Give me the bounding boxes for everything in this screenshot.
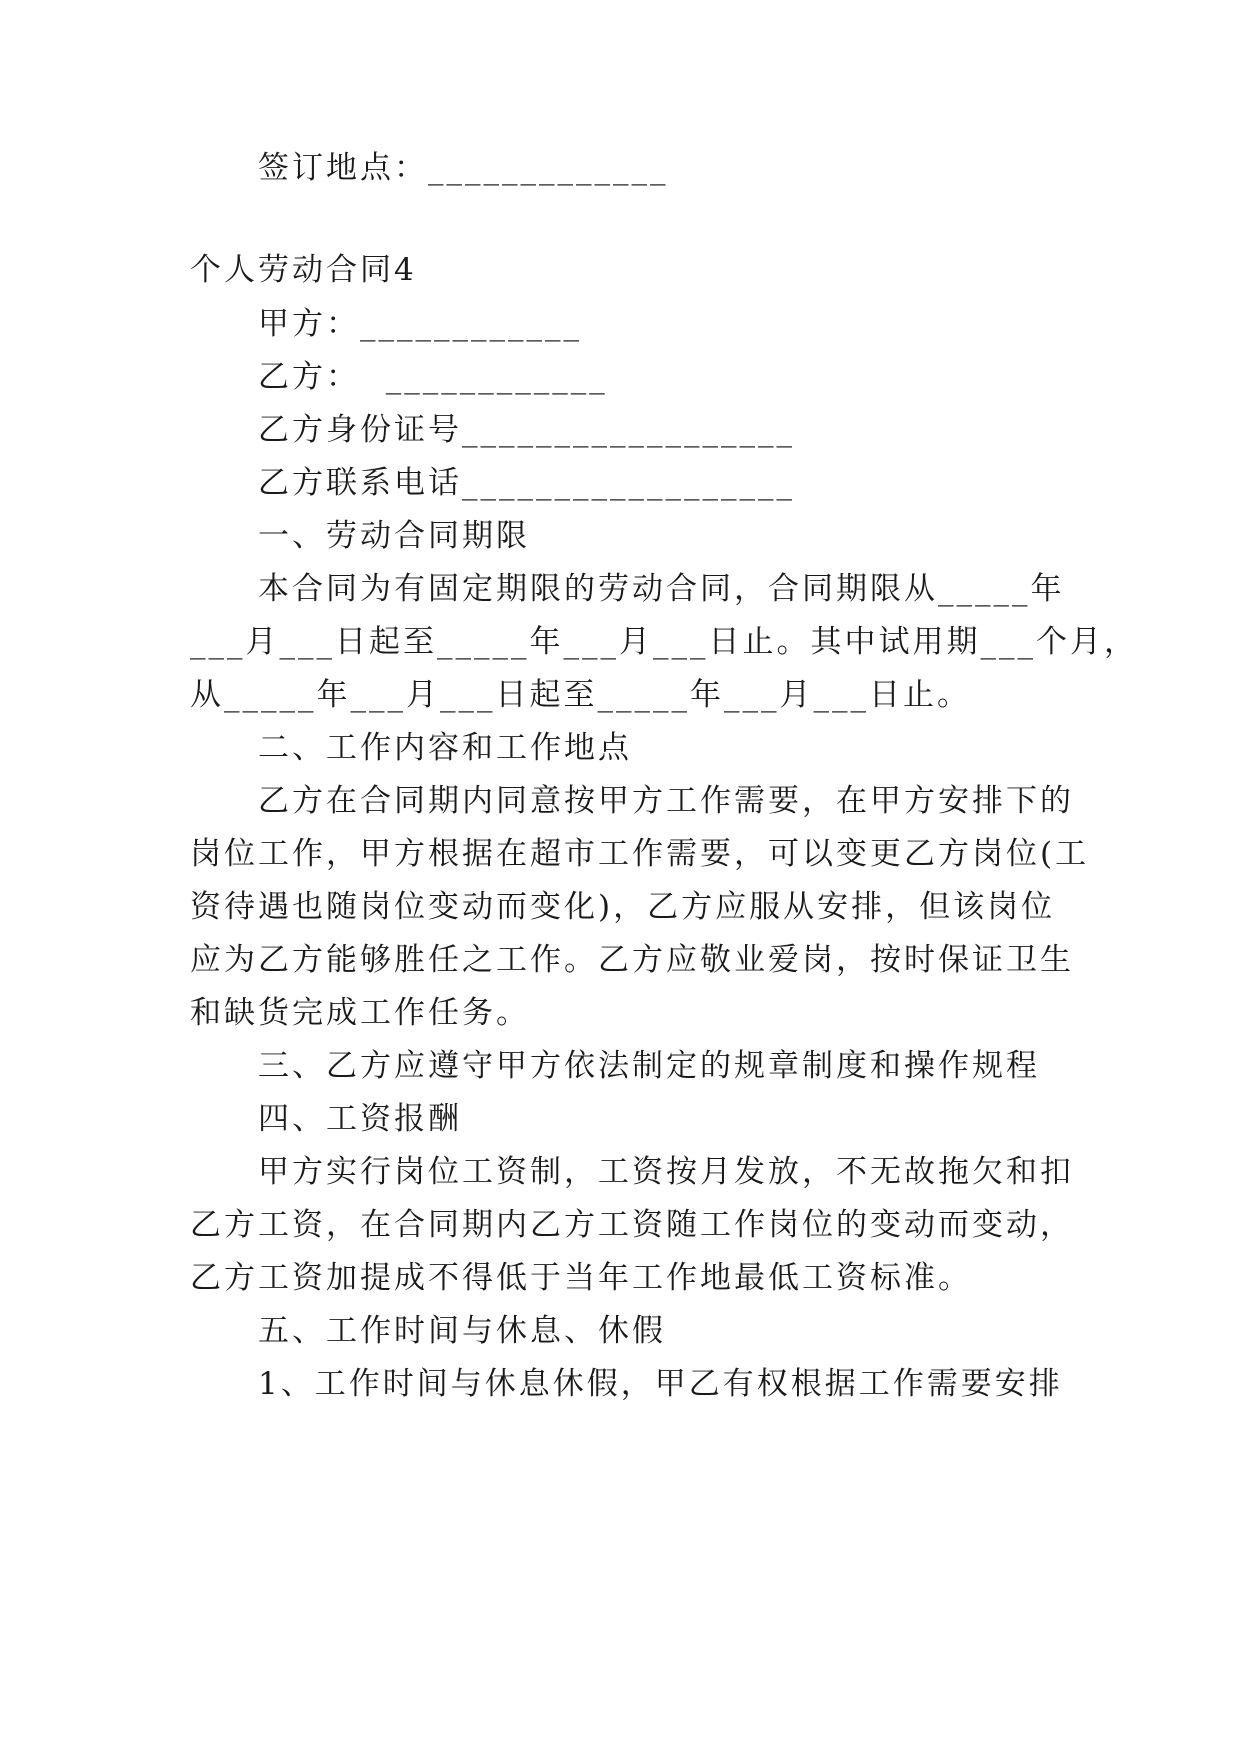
clause-heading: 一、劳动合同期限 (258, 518, 530, 554)
clause-heading: 三、乙方应遵守甲方依法制定的规章制度和操作规程 (258, 1048, 1040, 1084)
party-a-line: 甲方：____________ (258, 306, 582, 342)
paragraph-line: 1、工作时间与休息休假，甲乙有权根据工作需要安排 (258, 1366, 1063, 1402)
paragraph-line: 甲方实行岗位工资制，工资按月发放，不无故拖欠和扣 (258, 1154, 1074, 1190)
paragraph-line: 乙方工资加提成不得低于当年工作地最低工资标准。 (190, 1260, 972, 1296)
clause-heading: 二、工作内容和工作地点 (258, 730, 632, 766)
signing-place-line: 签订地点：_____________ (258, 150, 669, 186)
paragraph-line: 资待遇也随岗位变动而变化)，乙方应服从安排，但该岗位 (190, 889, 1056, 925)
clause-heading: 四、工资报酬 (258, 1101, 462, 1137)
section-title: 个人劳动合同4 (190, 252, 417, 288)
paragraph-line: 应为乙方能够胜任之工作。乙方应敬业爱岗，按时保证卫生 (190, 942, 1074, 978)
clause-heading: 五、工作时间与休息、休假 (258, 1313, 666, 1349)
paragraph-line: ___月___日起至_____年___月___日止。其中试用期___个月， (190, 624, 1138, 660)
paragraph-line: 本合同为有固定期限的劳动合同，合同期限从_____年 (258, 571, 1065, 607)
paragraph-line: 乙方工资，在合同期内乙方工资随工作岗位的变动而变动， (190, 1207, 1074, 1243)
paragraph-line: 乙方在合同期内同意按甲方工作需要，在甲方安排下的 (258, 783, 1074, 819)
party-b-id-line: 乙方身份证号__________________ (258, 412, 795, 448)
party-b-line: 乙方： ____________ (258, 359, 608, 395)
paragraph-line: 从_____年___月___日起至_____年___月___日止。 (190, 677, 971, 713)
paragraph-line: 和缺货完成工作任务。 (190, 995, 530, 1031)
party-b-phone-line: 乙方联系电话__________________ (258, 465, 795, 501)
paragraph-line: 岗位工作，甲方根据在超市工作需要，可以变更乙方岗位(工 (190, 836, 1090, 872)
